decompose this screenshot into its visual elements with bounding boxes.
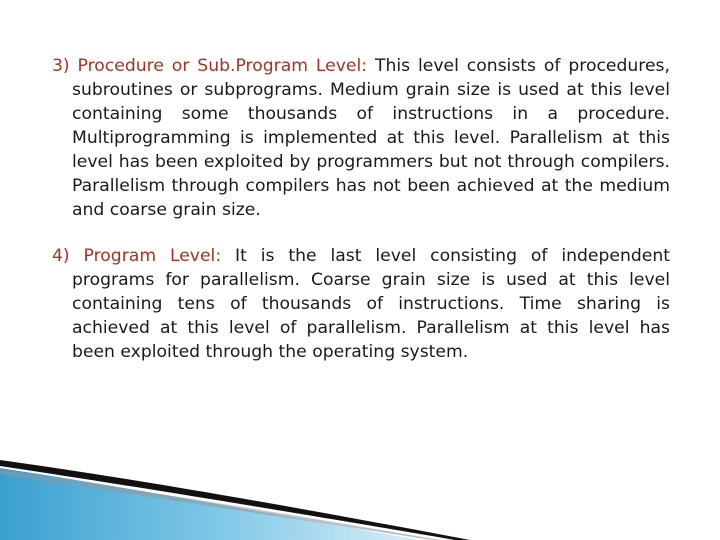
- body-procedure-level: This level consists of procedures, subroutines or subprograms. Medium grain size is used at this level containing some thousands of instructions in a procedure. Multiprogramming is implemented at this level. Parallelism at this level has been exploited by programmers but not through compilers. Parallelism through compilers has not been achieved at the medium and coarse grain size.: [72, 56, 670, 220]
- paragraph-program-level: [52, 244, 670, 364]
- body-program-level: It is the last level consisting of independent programs for parallelism. Coarse grain size is used at this level containing tens of thousands of instructions. Time sharing is achieved at this level of parallelism. Parallelism at this level has been exploited through the operating system.: [72, 246, 670, 362]
- heading-procedure-level: 3) Procedure or Sub.Program Level:: [52, 56, 368, 76]
- decorative-wave-graphic: [0, 450, 720, 540]
- paragraph-procedure-level: [52, 54, 670, 222]
- slide-content: [52, 54, 670, 386]
- heading-program-level: 4) Program Level:: [52, 246, 222, 266]
